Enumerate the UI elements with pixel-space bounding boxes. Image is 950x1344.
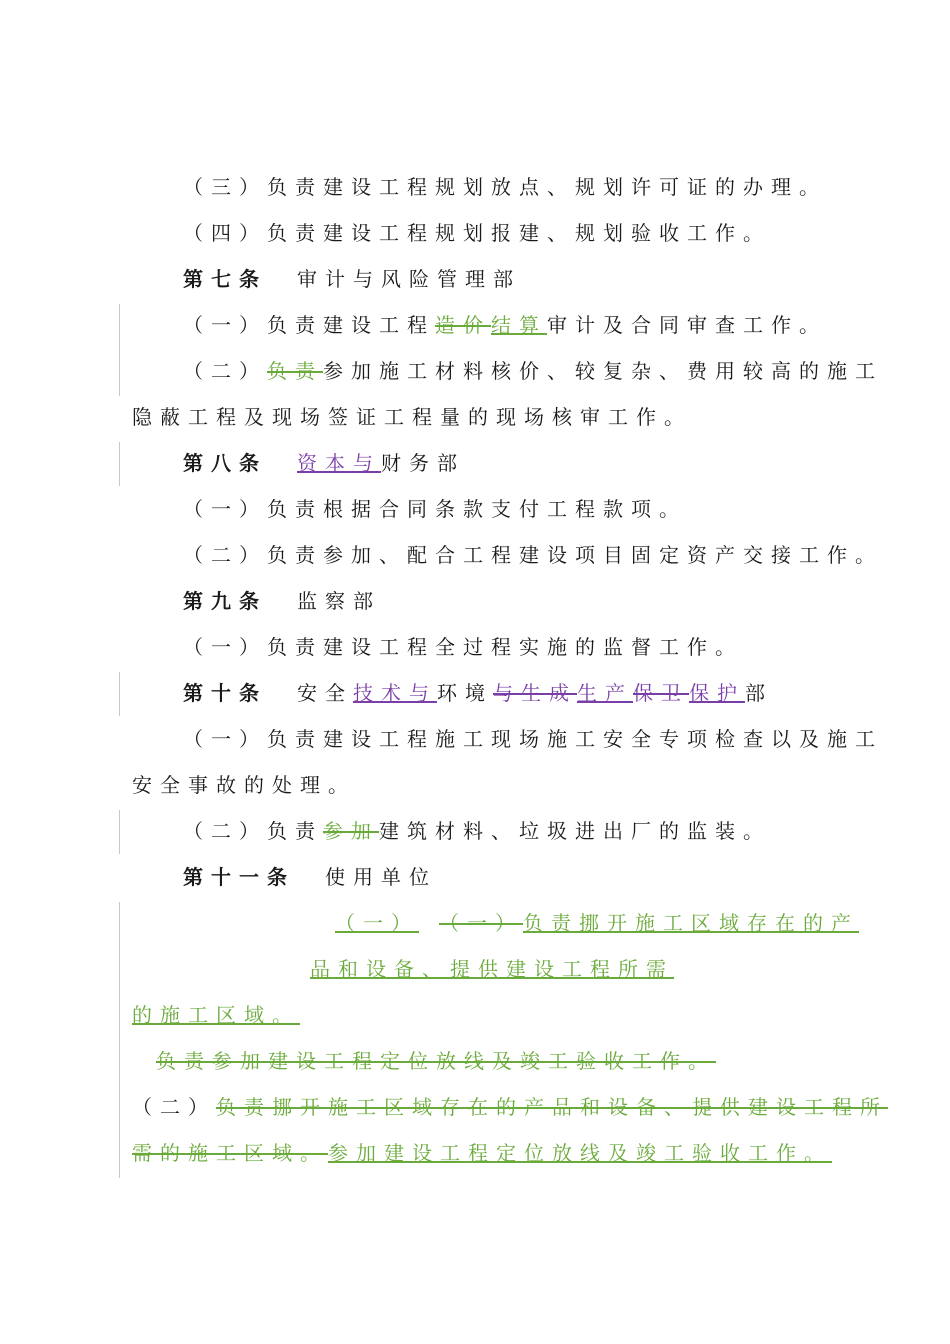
article-11-line-4: [0, 1046, 950, 1076]
article-11-heading: [0, 862, 950, 892]
deleted-text: 与生成: [493, 681, 577, 705]
deleted-text: （一）: [439, 911, 523, 935]
article-title: 监察部: [297, 589, 381, 613]
article-7-item-2: [0, 356, 950, 386]
deleted-text: 保卫: [633, 681, 689, 705]
deleted-text: 负责参加建设工程定位放线及竣工验收工作。: [156, 1049, 716, 1073]
article-11-line-1: [0, 908, 950, 938]
deleted-text: 需的施工区域。: [132, 1141, 328, 1165]
deleted-text: 造价: [435, 313, 491, 337]
article-9-heading: [0, 586, 950, 616]
article-title: 审计与风险管理部: [297, 267, 521, 291]
paragraph-text: （一）负责根据合同条款支付工程款项。: [183, 497, 687, 521]
article-11-line-3: [0, 1000, 950, 1030]
paragraph-text: （一）负责建设工程全过程实施的监督工作。: [183, 635, 743, 659]
text-run: 环境: [437, 681, 493, 705]
article-number: 第八条: [183, 451, 267, 475]
text-run: 参加施工材料核价、较复杂、费用较高的施工: [323, 359, 883, 383]
article-number: 第七条: [183, 267, 267, 291]
paragraph-text: 隐蔽工程及现场签证工程量的现场核审工作。: [132, 405, 692, 429]
article-title: [297, 451, 465, 475]
article-10-item-1-continued: [0, 770, 950, 800]
article-9-item-1: [0, 632, 950, 662]
article-number: 第十一条: [183, 865, 295, 889]
article-7-item-1: [0, 310, 950, 340]
text-run: （二）: [132, 1095, 216, 1119]
paragraph-text: （一）负责建设工程施工现场施工安全专项检查以及施工: [183, 727, 883, 751]
text-run: 审计及合同审查工作。: [547, 313, 827, 337]
article-7-item-2-continued: [0, 402, 950, 432]
inserted-text: 结算: [491, 313, 547, 337]
deleted-text: 负责: [267, 359, 323, 383]
paragraph-4: [0, 218, 950, 248]
text-run: 财务部: [381, 451, 465, 475]
article-8-item-1: [0, 494, 950, 524]
article-title: 使用单位: [325, 865, 437, 889]
text-run: 安全: [297, 681, 353, 705]
inserted-text: 资本与: [297, 451, 381, 475]
inserted-text: 负责挪开施工区域存在的产: [523, 911, 859, 935]
article-number: 第十条: [183, 681, 267, 705]
paragraph-text: （二）负责参加、配合工程建设项目固定资产交接工作。: [183, 543, 883, 567]
inserted-text: 生产: [577, 681, 633, 705]
text-run: （一）负责建设工程: [183, 313, 435, 337]
text-run: （二）: [183, 359, 267, 383]
article-title: [297, 681, 773, 705]
article-10-item-1: [0, 724, 950, 754]
paragraph-3: [0, 172, 950, 202]
article-8-heading: [0, 448, 950, 478]
paragraph-text: （四）负责建设工程规划报建、规划验收工作。: [183, 221, 771, 245]
article-8-item-2: [0, 540, 950, 570]
deleted-text: 参加: [323, 819, 379, 843]
article-number: 第九条: [183, 589, 267, 613]
article-10-item-2: [0, 816, 950, 846]
inserted-text: 的施工区域。: [132, 1003, 300, 1027]
inserted-text: 品和设备、提供建设工程所需: [310, 957, 674, 981]
text-run: 建筑材料、垃圾进出厂的监装。: [379, 819, 771, 843]
text-run: （二）负责: [183, 819, 323, 843]
article-10-heading: [0, 678, 950, 708]
article-11-line-6: [0, 1138, 950, 1168]
article-11-line-2: [0, 954, 950, 984]
inserted-text: （一）: [335, 911, 419, 935]
deleted-text: 负责挪开施工区域存在的产品和设备、提供建设工程所: [216, 1095, 888, 1119]
revision-bar: [119, 902, 120, 1178]
article-11-line-5: [0, 1092, 950, 1122]
inserted-text: 保护: [689, 681, 745, 705]
paragraph-text: （三）负责建设工程规划放点、规划许可证的办理。: [183, 175, 827, 199]
inserted-text: 技术与: [353, 681, 437, 705]
article-7-heading: [0, 264, 950, 294]
inserted-text: 参加建设工程定位放线及竣工验收工作。: [328, 1141, 832, 1165]
text-run: 部: [745, 681, 773, 705]
paragraph-text: 安全事故的处理。: [132, 773, 356, 797]
